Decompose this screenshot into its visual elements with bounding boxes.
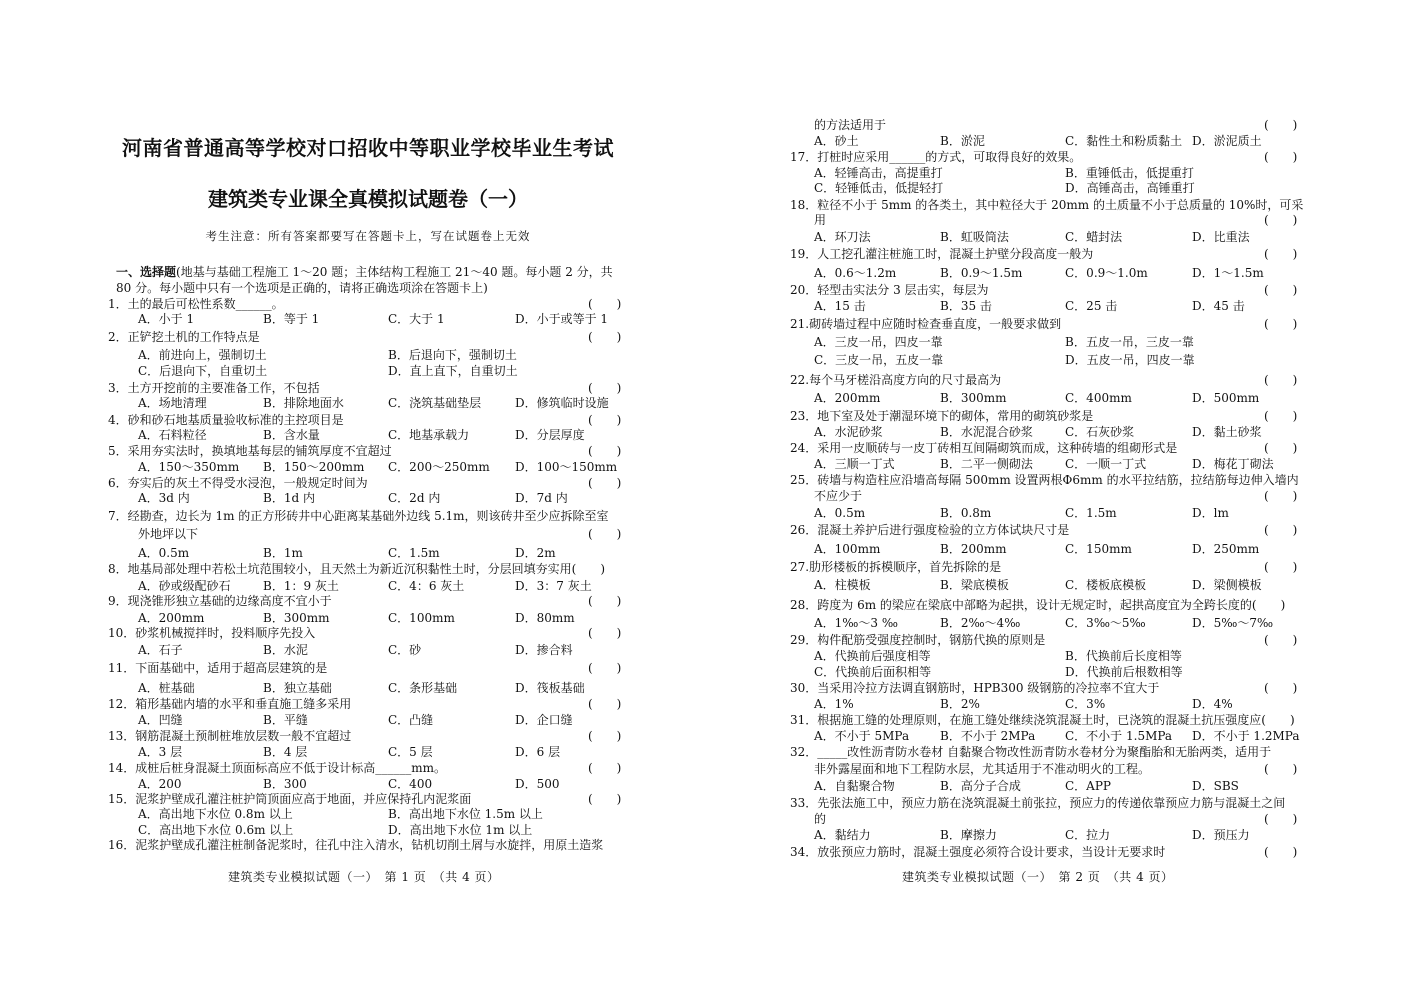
answer-option: 的 [814, 812, 827, 826]
answer-option: D．高锤高击，高锤重打 [1065, 181, 1195, 195]
answer-option: A．3d 内 [138, 491, 190, 505]
answer-option: D．修筑临时设施 [515, 396, 609, 410]
answer-option: D．250mm [1192, 542, 1260, 556]
answer-parentheses: ( ) [588, 444, 622, 458]
answer-option: C．砂 [388, 643, 422, 657]
answer-option: B．平缝 [263, 713, 308, 727]
answer-option: D．代换前后根数相等 [1065, 665, 1183, 679]
answer-option: 不应少于 [814, 489, 863, 503]
question-text: 25．砖墙与构造柱应沿墙高每隔 500mm 设置两根Φ6mm 的水平拉结筋，拉结筋每边伸入墙内 [790, 473, 1299, 487]
question-text: 16．泥浆护壁成孔灌注桩制备泥浆时，往孔中注入清水，钻机切削土屑与水旋拌，用原土造浆 [108, 838, 604, 852]
answer-parentheses: ( ) [1264, 681, 1298, 695]
answer-option: D．淤泥质土 [1192, 134, 1262, 148]
answer-option: B．水泥混合砂浆 [940, 425, 1033, 439]
question-text: 2．正铲挖土机的工作特点是 [108, 330, 260, 344]
answer-option: D．不小于 1.2MPa [1192, 729, 1300, 743]
answer-option: D．5‰～7‰ [1192, 616, 1274, 630]
question-text: 1．土的最后可松性系数______。 [108, 297, 284, 311]
answer-option: C．150mm [1065, 542, 1132, 556]
answer-option: C．石灰砂浆 [1065, 425, 1135, 439]
answer-parentheses: ( ) [1264, 523, 1298, 537]
answer-parentheses: ( ) [1264, 317, 1298, 331]
answer-parentheses: ( ) [588, 729, 622, 743]
question-text: 27.肋形楼板的拆模顺序，首先拆除的是 [790, 560, 1002, 574]
answer-parentheses: ( ) [588, 697, 622, 711]
answer-option: B．重锤低击，低提重打 [1065, 166, 1194, 180]
answer-option: B．后退向下，强制切土 [388, 348, 517, 362]
question-text: 28．跨度为 6m 的梁应在梁底中部略为起拱，设计无规定时，起拱高度宜为全跨长度的( ) [790, 598, 1286, 612]
answer-option: A．15 击 [814, 299, 866, 313]
answer-option: D．筏板基础 [515, 681, 585, 695]
answer-option: C．凸缝 [388, 713, 434, 727]
question-text: 34．放张预应力筋时，混凝土强度必须符合设计要求，当设计无要求时 [790, 845, 1166, 859]
answer-option: 用 [814, 213, 827, 227]
answer-option: A．三顺一丁式 [814, 457, 895, 471]
answer-option: B．35 击 [940, 299, 992, 313]
answer-option: C．楼板底模板 [1065, 578, 1147, 592]
answer-option: A．0.5m [814, 506, 866, 520]
answer-option: D．直上直下，自重切土 [388, 364, 518, 378]
answer-option: B．五皮一吊，三皮一靠 [1065, 335, 1194, 349]
answer-option: B．等于 1 [263, 312, 320, 326]
answer-option: B．300mm [263, 611, 330, 625]
answer-option: C．一顺一丁式 [1065, 457, 1147, 471]
answer-option: A．3 层 [138, 745, 183, 759]
answer-option: C．4：6 灰土 [388, 579, 465, 593]
answer-option: B．200mm [940, 542, 1007, 556]
question-text: 17．打桩时应采用______的方式，可取得良好的效果。 [790, 150, 1082, 164]
answer-option: C．1.5m [388, 546, 440, 560]
answer-option: C．400 [388, 777, 433, 791]
answer-option: D．比重法 [1192, 230, 1250, 244]
answer-option: D．1～1.5m [1192, 266, 1264, 280]
question-text: 9．现浇锥形独立基础的边缘高度不宜小于 [108, 594, 332, 608]
answer-option: C．条形基础 [388, 681, 458, 695]
answer-option: A．环刀法 [814, 230, 871, 244]
answer-option: A．0.5m [138, 546, 190, 560]
answer-option: C．5 层 [388, 745, 433, 759]
answer-option: B．排除地面水 [263, 396, 344, 410]
question-text: 7．经勘查，边长为 1m 的正方形砖井中心距离某基础外边线 5.1m，则该砖井至少应拆除至室 [108, 509, 609, 523]
answer-option: B．2% [940, 697, 980, 711]
answer-option: A．三皮一吊，四皮一靠 [814, 335, 943, 349]
answer-option: A．200mm [814, 391, 881, 405]
answer-option: D．500mm [1192, 391, 1260, 405]
answer-option: C．2d 内 [388, 491, 441, 505]
answer-option: C．25 击 [1065, 299, 1118, 313]
answer-option: C．1.5m [1065, 506, 1117, 520]
answer-option: C．200～250mm [388, 460, 490, 474]
page-footer-right: 建筑类专业模拟试题（一） 第 2 页 （共 4 页） [902, 870, 1174, 884]
answer-option: B．梁底模板 [940, 578, 1009, 592]
section-intro [116, 264, 631, 296]
answer-option: B．高分子合成 [940, 779, 1021, 793]
question-text: 11．下面基础中，适用于超高层建筑的是 [108, 661, 328, 675]
answer-option: D．掺合料 [515, 643, 573, 657]
question-text: 22.每个马牙槎沿高度方向的尺寸最高为 [790, 373, 1002, 387]
answer-option: B．300mm [940, 391, 1007, 405]
question-text: 32．_____改性沥青防水卷材 自黏聚合物改性沥青防水卷材分为聚酯胎和无胎两类，适用于 [790, 745, 1272, 759]
answer-option: D．预压力 [1192, 828, 1250, 842]
answer-parentheses: ( ) [588, 381, 622, 395]
answer-parentheses: ( ) [588, 476, 622, 490]
answer-option: D．100～150mm [515, 460, 618, 474]
question-text: 14．成桩后桩身混凝土顶面标高应不低于设计标高______mm。 [108, 761, 447, 775]
answer-option: B．淤泥 [940, 134, 985, 148]
answer-option: A．200 [138, 777, 182, 791]
answer-option: A．150～350mm [138, 460, 240, 474]
answer-parentheses: ( ) [1264, 560, 1298, 574]
answer-option: C．浇筑基础垫层 [388, 396, 482, 410]
answer-option: B．摩擦力 [940, 828, 997, 842]
question-text: 15．泥浆护壁成孔灌注桩护筒顶面应高于地面，并应保持孔内泥浆面 [108, 792, 472, 806]
answer-parentheses: ( ) [1264, 150, 1298, 164]
answer-option: A．前进向上，强制切土 [138, 348, 267, 362]
answer-option: A．水泥砂浆 [814, 425, 883, 439]
question-text: 13．钢筋混凝土预制桩堆放层数一般不宜超过 [108, 729, 352, 743]
answer-option: B．高出地下水位 1.5m 以上 [388, 807, 543, 821]
answer-option: C．蜡封法 [1065, 230, 1123, 244]
answer-option: A．自黏聚合物 [814, 779, 895, 793]
answer-parentheses: ( ) [1264, 489, 1298, 503]
answer-option: D．高出地下水位 1m 以上 [388, 823, 533, 837]
answer-parentheses: ( ) [1264, 373, 1298, 387]
answer-option: C．后退向下，自重切土 [138, 364, 268, 378]
question-text: 12．箱形基础内墙的水平和垂直施工缝多采用 [108, 697, 352, 711]
answer-option: 外地坪以下 [138, 527, 199, 541]
answer-option: B．300 [263, 777, 307, 791]
answer-option: D．4% [1192, 697, 1233, 711]
answer-option: B．含水量 [263, 428, 320, 442]
answer-option: D．分层厚度 [515, 428, 585, 442]
answer-option: C．不小于 1.5MPa [1065, 729, 1173, 743]
answer-parentheses: ( ) [1264, 633, 1298, 647]
question-text: 24．采用一皮顺砖与一皮丁砖相互间隔砌筑而成，这种砖墙的组砌形式是 [790, 441, 1178, 455]
question-text: 3．土方开挖前的主要准备工作，不包括 [108, 381, 320, 395]
answer-option: C．APP [1065, 779, 1111, 793]
answer-parentheses: ( ) [1264, 118, 1298, 132]
question-text: 6．夯实后的灰土不得受水浸泡，一般规定时间为 [108, 476, 368, 490]
answer-option: B．水泥 [263, 643, 308, 657]
answer-parentheses: ( ) [588, 413, 622, 427]
answer-option: C．高出地下水位 0.6m 以上 [138, 823, 294, 837]
answer-option: B．代换前后长度相等 [1065, 649, 1182, 663]
answer-option: D．7d 内 [515, 491, 568, 505]
answer-option: C．3‰～5‰ [1065, 616, 1146, 630]
answer-parentheses: ( ) [1264, 409, 1298, 423]
answer-option: B．二平一侧砌法 [940, 457, 1033, 471]
question-text: 21.砌砖墙过程中应随时检查垂直度，一般要求做到 [790, 317, 1062, 331]
answer-parentheses: ( ) [588, 297, 622, 311]
answer-option: A．石料粒径 [138, 428, 207, 442]
answer-option: A．砂或级配砂石 [138, 579, 231, 593]
exam-title: 河南省普通高等学校对口招收中等职业学校毕业生考试 [122, 136, 614, 160]
answer-option: A．黏结力 [814, 828, 871, 842]
answer-parentheses: ( ) [588, 594, 622, 608]
answer-parentheses: ( ) [1264, 845, 1298, 859]
answer-option: B．独立基础 [263, 681, 332, 695]
answer-option: B．1d 内 [263, 491, 315, 505]
answer-option: D．2m [515, 546, 556, 560]
question-text: 10．砂浆机械搅拌时，投料顺序先投入 [108, 626, 316, 640]
answer-option: D．SBS [1192, 779, 1239, 793]
answer-option: C．100mm [388, 611, 455, 625]
answer-option: A．砂土 [814, 134, 859, 148]
answer-option: D．五皮一吊，四皮一靠 [1065, 353, 1195, 367]
question-text: 4．砂和砂石地基质量验收标准的主控项目是 [108, 413, 344, 427]
answer-parentheses: ( ) [1264, 812, 1298, 826]
answer-option: A．200mm [138, 611, 205, 625]
answer-option: A．桩基础 [138, 681, 195, 695]
answer-option: B．2‰～4‰ [940, 616, 1021, 630]
answer-option: C．代换前后面积相等 [814, 665, 932, 679]
answer-option: C．3% [1065, 697, 1106, 711]
answer-parentheses: ( ) [588, 661, 622, 675]
answer-option: 非外露屋面和地下工程防水层，尤其适用于不准动明火的工程。 [814, 762, 1151, 776]
question-text: 23．地下室及处于潮湿环境下的砌体，常用的砌筑砂浆是 [790, 409, 1094, 423]
answer-option: A．100mm [814, 542, 881, 556]
question-text: 30．当采用冷拉方法调直钢筋时，HPB300 级钢筋的冷拉率不宜大于 [790, 681, 1160, 695]
answer-option: B．虹吸筒法 [940, 230, 1009, 244]
answer-option: A．1% [814, 697, 854, 711]
question-text: 31．根据施工缝的处理原则，在施工缝处继续浇筑混凝土时，已浇筑的混凝土抗压强度应( ) [790, 713, 1295, 727]
question-text: 33．先张法施工中，预应力筋在浇筑混凝土前张拉，预应力的传递依靠预应力筋与混凝土之间 [790, 796, 1286, 810]
answer-parentheses: ( ) [1264, 441, 1298, 455]
answer-parentheses: ( ) [588, 527, 622, 541]
question-text: 5．采用夯实法时，换填地基每层的铺筑厚度不宜超过 [108, 444, 392, 458]
answer-option: D．小于或等于 1 [515, 312, 609, 326]
exam-subtitle: 建筑类专业课全真模拟试题卷（一） [208, 187, 528, 211]
answer-option: A．轻锤高击，高提重打 [814, 166, 943, 180]
answer-option: A．代换前后强度相等 [814, 649, 931, 663]
answer-option: A．小于 1 [138, 312, 195, 326]
question-text: 19．人工挖孔灌注桩施工时，混凝土护壁分段高度一般为 [790, 247, 1094, 261]
answer-option: B．1m [263, 546, 303, 560]
answer-option: B．150～200mm [263, 460, 365, 474]
answer-option: A．柱模板 [814, 578, 871, 592]
answer-option: A．场地清理 [138, 396, 207, 410]
answer-parentheses: ( ) [1264, 283, 1298, 297]
answer-option: D．3：7 灰土 [515, 579, 592, 593]
answer-option: B．0.8m [940, 506, 992, 520]
answer-option: B．4 层 [263, 745, 308, 759]
exam-notice: 考生注意：所有答案都要写在答题卡上，写在试题卷上无效 [205, 229, 531, 243]
answer-option: C．三皮一吊，五皮一靠 [814, 353, 944, 367]
answer-parentheses: ( ) [1264, 247, 1298, 261]
answer-parentheses: ( ) [588, 792, 622, 806]
section-description: (地基与基础工程施工 1～20 题；主体结构工程施工 21～40 题。每小题 2 分，共 80 分。每小题中只有一个选项是正确的，请将正确选项涂在答题卡上) [116, 265, 613, 295]
answer-option: D．梁侧模板 [1192, 578, 1262, 592]
answer-option: D．6 层 [515, 745, 561, 759]
answer-option: C．大于 1 [388, 312, 445, 326]
answer-option: C．0.9～1.0m [1065, 266, 1148, 280]
answer-option: A．不小于 5MPa [814, 729, 910, 743]
answer-option: D．企口缝 [515, 713, 573, 727]
answer-parentheses: ( ) [1264, 213, 1298, 227]
answer-option: C．黏性土和粉质黏土 [1065, 134, 1183, 148]
answer-option: D．梅花丁砌法 [1192, 457, 1274, 471]
answer-option: D．lm [1192, 506, 1229, 520]
answer-option: A．1‰～3 ‰ [814, 616, 898, 630]
answer-option: C．拉力 [1065, 828, 1111, 842]
answer-option: A．石子 [138, 643, 183, 657]
question-text: 20．轻型击实法分 3 层击实，每层为 [790, 283, 989, 297]
question-text: 29．构件配筋受强度控制时，钢筋代换的原则是 [790, 633, 1046, 647]
question-text: 8．地基局部处理中若松土坑范围较小，且天然土为新近沉积黏性土时，分层回填夯实用( ) [108, 562, 606, 576]
answer-option: C．轻锤低击，低提轻打 [814, 181, 944, 195]
answer-option: 的方法适用于 [814, 118, 887, 132]
answer-option: A．0.6～1.2m [814, 266, 897, 280]
answer-option: D．黏土砂浆 [1192, 425, 1262, 439]
answer-option: D．80mm [515, 611, 575, 625]
answer-option: B．1：9 灰土 [263, 579, 339, 593]
section-heading: 一、选择题 [116, 265, 177, 279]
answer-parentheses: ( ) [588, 626, 622, 640]
answer-option: B．0.9～1.5m [940, 266, 1023, 280]
answer-parentheses: ( ) [588, 330, 622, 344]
answer-option: A．高出地下水位 0.8m 以上 [138, 807, 293, 821]
page-footer-left: 建筑类专业模拟试题（一） 第 1 页 （共 4 页） [228, 870, 500, 884]
answer-parentheses: ( ) [588, 761, 622, 775]
answer-option: B．不小于 2MPa [940, 729, 1036, 743]
answer-parentheses: ( ) [1264, 762, 1298, 776]
answer-option: C．400mm [1065, 391, 1132, 405]
question-text: 26．混凝土养护后进行强度检验的立方体试块尺寸是 [790, 523, 1070, 537]
answer-option: D．45 击 [1192, 299, 1245, 313]
question-text: 18．粒径不小于 5mm 的各类土，其中粒径大于 20mm 的土质量不小于总质量的 10%时，可采 [790, 198, 1304, 212]
answer-option: A．凹缝 [138, 713, 183, 727]
answer-option: C．地基承载力 [388, 428, 470, 442]
answer-option: D．500 [515, 777, 560, 791]
